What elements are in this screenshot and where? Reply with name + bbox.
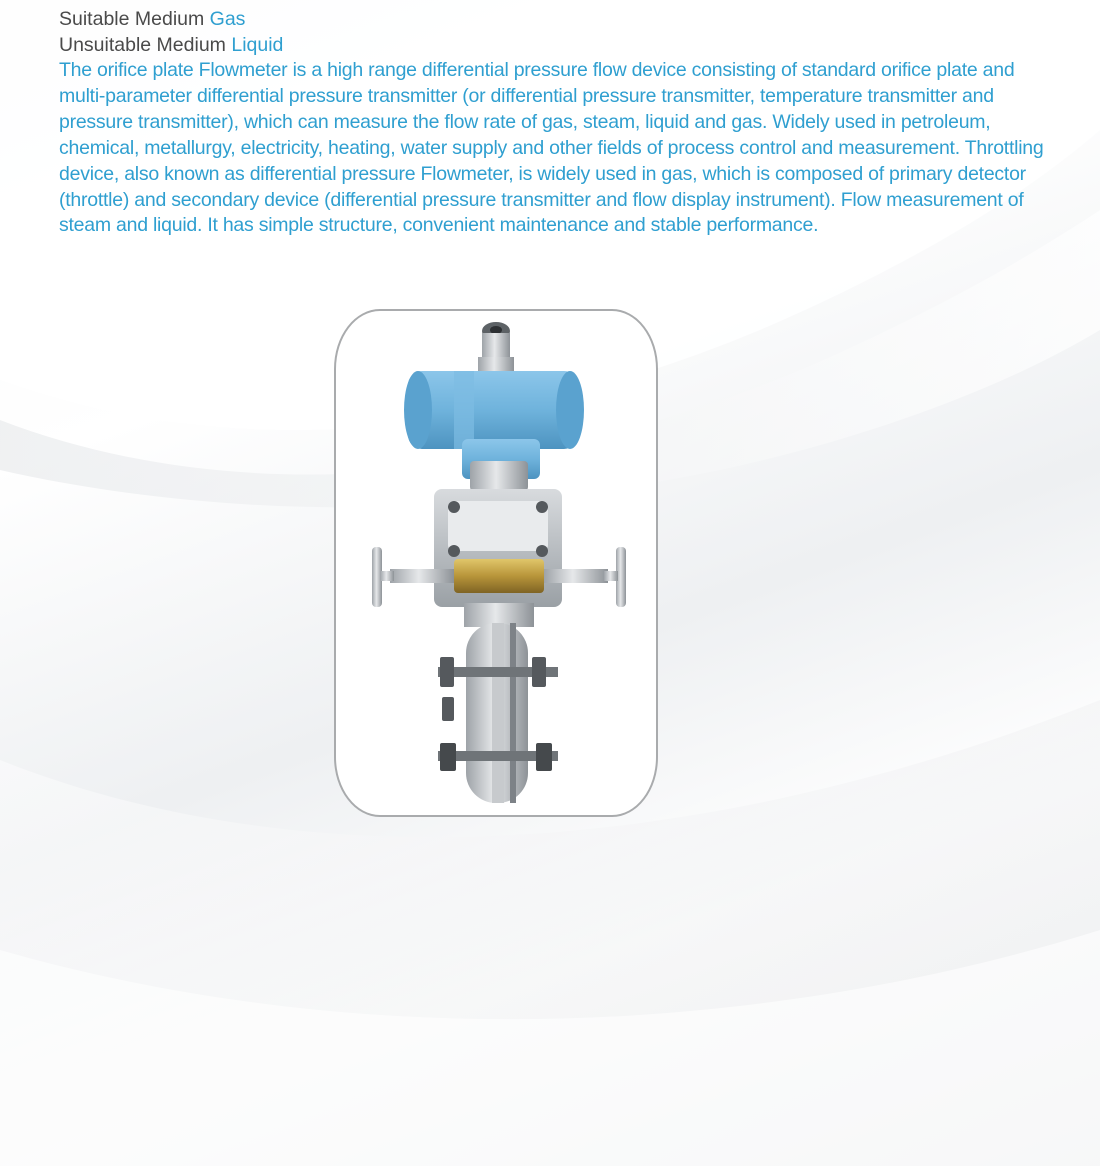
spec-value: Liquid xyxy=(231,34,284,56)
spec-unsuitable-medium xyxy=(59,32,1059,58)
spec-suitable-medium xyxy=(59,6,1059,32)
orifice-flange xyxy=(466,623,528,803)
product-image-frame xyxy=(334,309,658,817)
product-description: The orifice plate Flowmeter is a high range differential pressure flow device consisting of standard orifice plate and multi-parameter differential pressure transmitter (or differential pressure transmitter, temperature transmitter and pressure transmitter), which can measure the flow rate of gas, steam, liquid and gas. Widely used in petroleum, chemical, metallurgy, electricity, heating, water supply and other fields of process control and measurement. Throttling device, also known as differential pressure Flowmeter, is widely used in gas, which is composed of primary detector (throttle) and secondary device (differential pressure transmitter and flow display instrument). Flow measurement of steam and liquid. It has simple structure, convenient maintenance and stable performance. xyxy=(59,59,1044,237)
spec-label: Unsuitable Medium xyxy=(59,34,226,56)
transmitter-neck xyxy=(470,461,528,491)
valve-block xyxy=(454,559,544,593)
spec-value: Gas xyxy=(209,8,246,30)
flowmeter-illustration xyxy=(336,311,656,815)
cable-gland xyxy=(478,322,514,371)
text-content xyxy=(59,6,1059,239)
spec-label: Suitable Medium xyxy=(59,8,205,30)
